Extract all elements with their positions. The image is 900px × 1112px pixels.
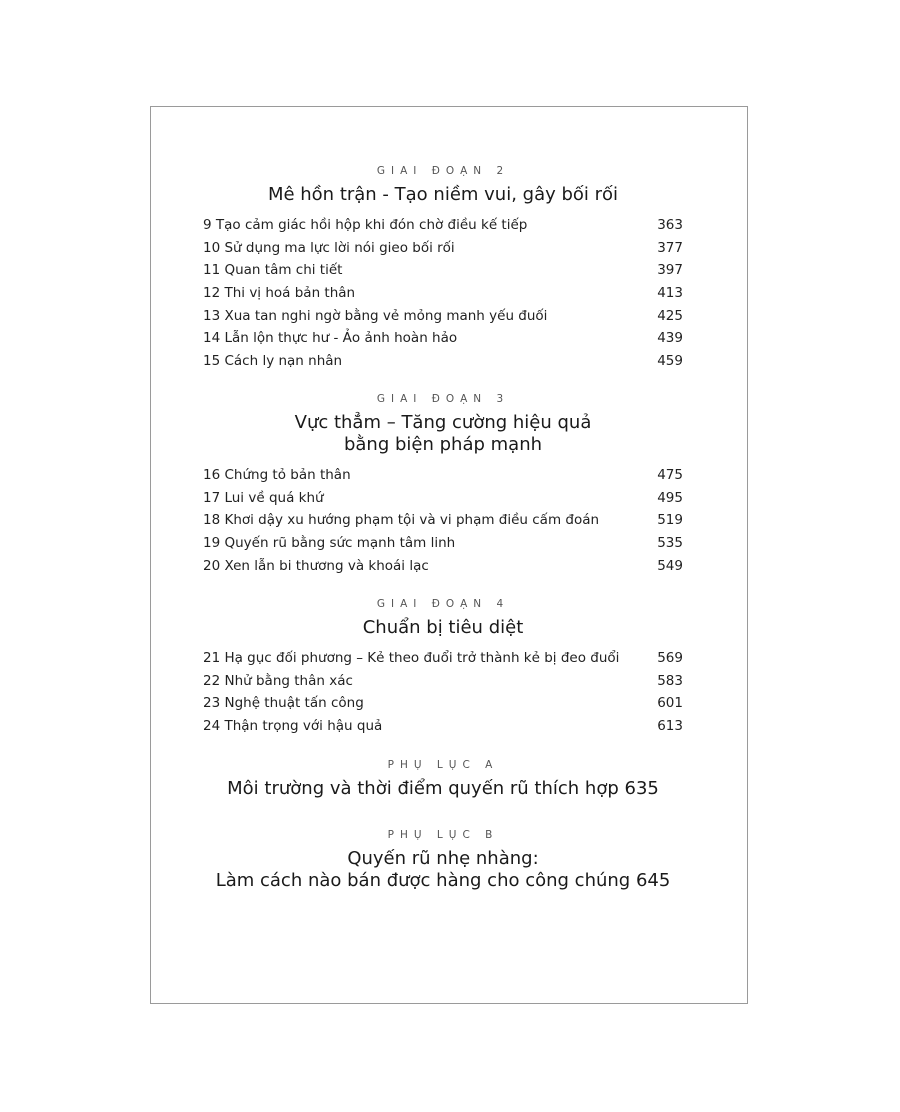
stage-3-title-line-2: bằng biện pháp mạnh <box>343 434 543 455</box>
stage-2-eyebrow: GIAI ĐOẠN 2 <box>376 165 510 177</box>
toc-entry <box>203 327 683 350</box>
stage-2-entries <box>203 214 683 373</box>
toc-entry-page: 583 <box>657 672 683 689</box>
toc-entry-page: 413 <box>657 285 683 302</box>
toc-entry <box>203 259 683 282</box>
toc-entry-page: 425 <box>657 307 683 324</box>
toc-entry-label: 16 Chứng tỏ bản thân <box>203 467 351 483</box>
stage-3-entries <box>203 464 683 577</box>
toc-entry <box>203 350 683 373</box>
toc-entry-page: 475 <box>657 467 683 483</box>
stage-3-title <box>203 412 683 456</box>
appendix-b-title-line-1: Quyến rũ nhẹ nhàng: <box>347 848 539 869</box>
toc-entry-page: 535 <box>657 535 683 552</box>
stage-3-eyebrow: GIAI ĐOẠN 3 <box>376 393 510 405</box>
toc-entry-label: 12 Thi vị hoá bản thân <box>203 285 356 302</box>
toc-entry <box>203 715 683 738</box>
appendix-a-section <box>203 758 683 800</box>
stage-4-entries <box>203 647 683 738</box>
toc-entry <box>203 214 683 237</box>
toc-entry-label: 24 Thận trọng với hậu quả <box>203 718 383 735</box>
toc-entry <box>203 487 683 510</box>
stage-3-title-line-1: Vực thẳm – Tăng cường hiệu quả <box>294 412 592 433</box>
toc-entry-page: 495 <box>657 489 683 506</box>
stage-4-title-line-1: Chuẩn bị tiêu diệt <box>362 617 524 638</box>
appendix-b-eyebrow: PHỤ LỤC B <box>387 829 499 841</box>
toc-entry <box>203 464 683 487</box>
appendix-b-title-line-2: Làm cách nào bán được hàng cho công chúng 645 <box>215 870 671 891</box>
toc-entry <box>203 282 683 305</box>
stage-4-section <box>203 597 683 738</box>
toc-entry-page: 439 <box>657 330 683 347</box>
toc-entry-label: 15 Cách ly nạn nhân <box>203 353 343 370</box>
stage-4-title <box>203 617 683 639</box>
appendix-a-eyebrow: PHỤ LỤC A <box>387 759 499 771</box>
toc-entry <box>203 509 683 532</box>
toc-entry-page: 459 <box>657 353 683 370</box>
toc-entry-label: 19 Quyến rũ bằng sức mạnh tâm linh <box>203 535 456 552</box>
appendix-a-title <box>203 778 683 800</box>
toc-entry-label: 22 Nhử bằng thân xác <box>203 672 353 689</box>
toc-entry-label: 14 Lẫn lộn thực hư - Ảo ảnh hoàn hảo <box>203 330 458 347</box>
stage-3-section <box>203 392 683 577</box>
appendix-b-section <box>203 828 683 892</box>
toc-entry <box>203 532 683 555</box>
appendix-b-title <box>203 848 683 892</box>
toc-entry-page: 397 <box>657 262 683 279</box>
toc-entry <box>203 692 683 715</box>
toc-entry-label: 23 Nghệ thuật tấn công <box>203 695 364 712</box>
toc-entry-page: 601 <box>657 695 683 712</box>
toc-entry-page: 377 <box>657 239 683 256</box>
toc-entry-page: 519 <box>657 512 683 529</box>
toc-entry-label: 11 Quan tâm chi tiết <box>203 262 343 279</box>
toc-entry <box>203 237 683 260</box>
toc-entry-label: 13 Xua tan nghi ngờ bằng vẻ mỏng manh yếu đuối <box>203 307 548 324</box>
toc-entry-label: 9 Tạo cảm giác hồi hộp khi đón chờ điều kế tiếp <box>203 217 528 233</box>
stage-2-title <box>203 184 683 206</box>
toc-entry <box>203 305 683 328</box>
toc-entry-page: 549 <box>657 557 683 574</box>
toc-entry-page: 613 <box>657 718 683 735</box>
appendix-a-title-line-1: Môi trường và thời điểm quyến rũ thích hợp 635 <box>227 778 659 799</box>
toc-entry <box>203 647 683 670</box>
toc-entry-label: 17 Lui về quá khứ <box>203 489 324 506</box>
toc-entry-label: 18 Khơi dậy xu hướng phạm tội và vi phạm điều cấm đoán <box>203 512 600 529</box>
toc-entry-label: 21 Hạ gục đối phương – Kẻ theo đuổi trở thành kẻ bị đeo đuổi <box>203 650 620 666</box>
toc-entry-label: 10 Sử dụng ma lực lời nói gieo bối rối <box>203 239 455 256</box>
toc-entry-page: 363 <box>657 217 683 233</box>
toc-entry <box>203 670 683 693</box>
toc-entry <box>203 555 683 578</box>
stage-4-eyebrow: GIAI ĐOẠN 4 <box>376 598 510 610</box>
toc-entry-page: 569 <box>657 650 683 666</box>
toc-entry-label: 20 Xen lẫn bi thương và khoái lạc <box>203 557 429 574</box>
stage-2-title-line-1: Mê hồn trận - Tạo niềm vui, gây bối rối <box>267 184 619 205</box>
stage-2-section <box>203 164 683 373</box>
